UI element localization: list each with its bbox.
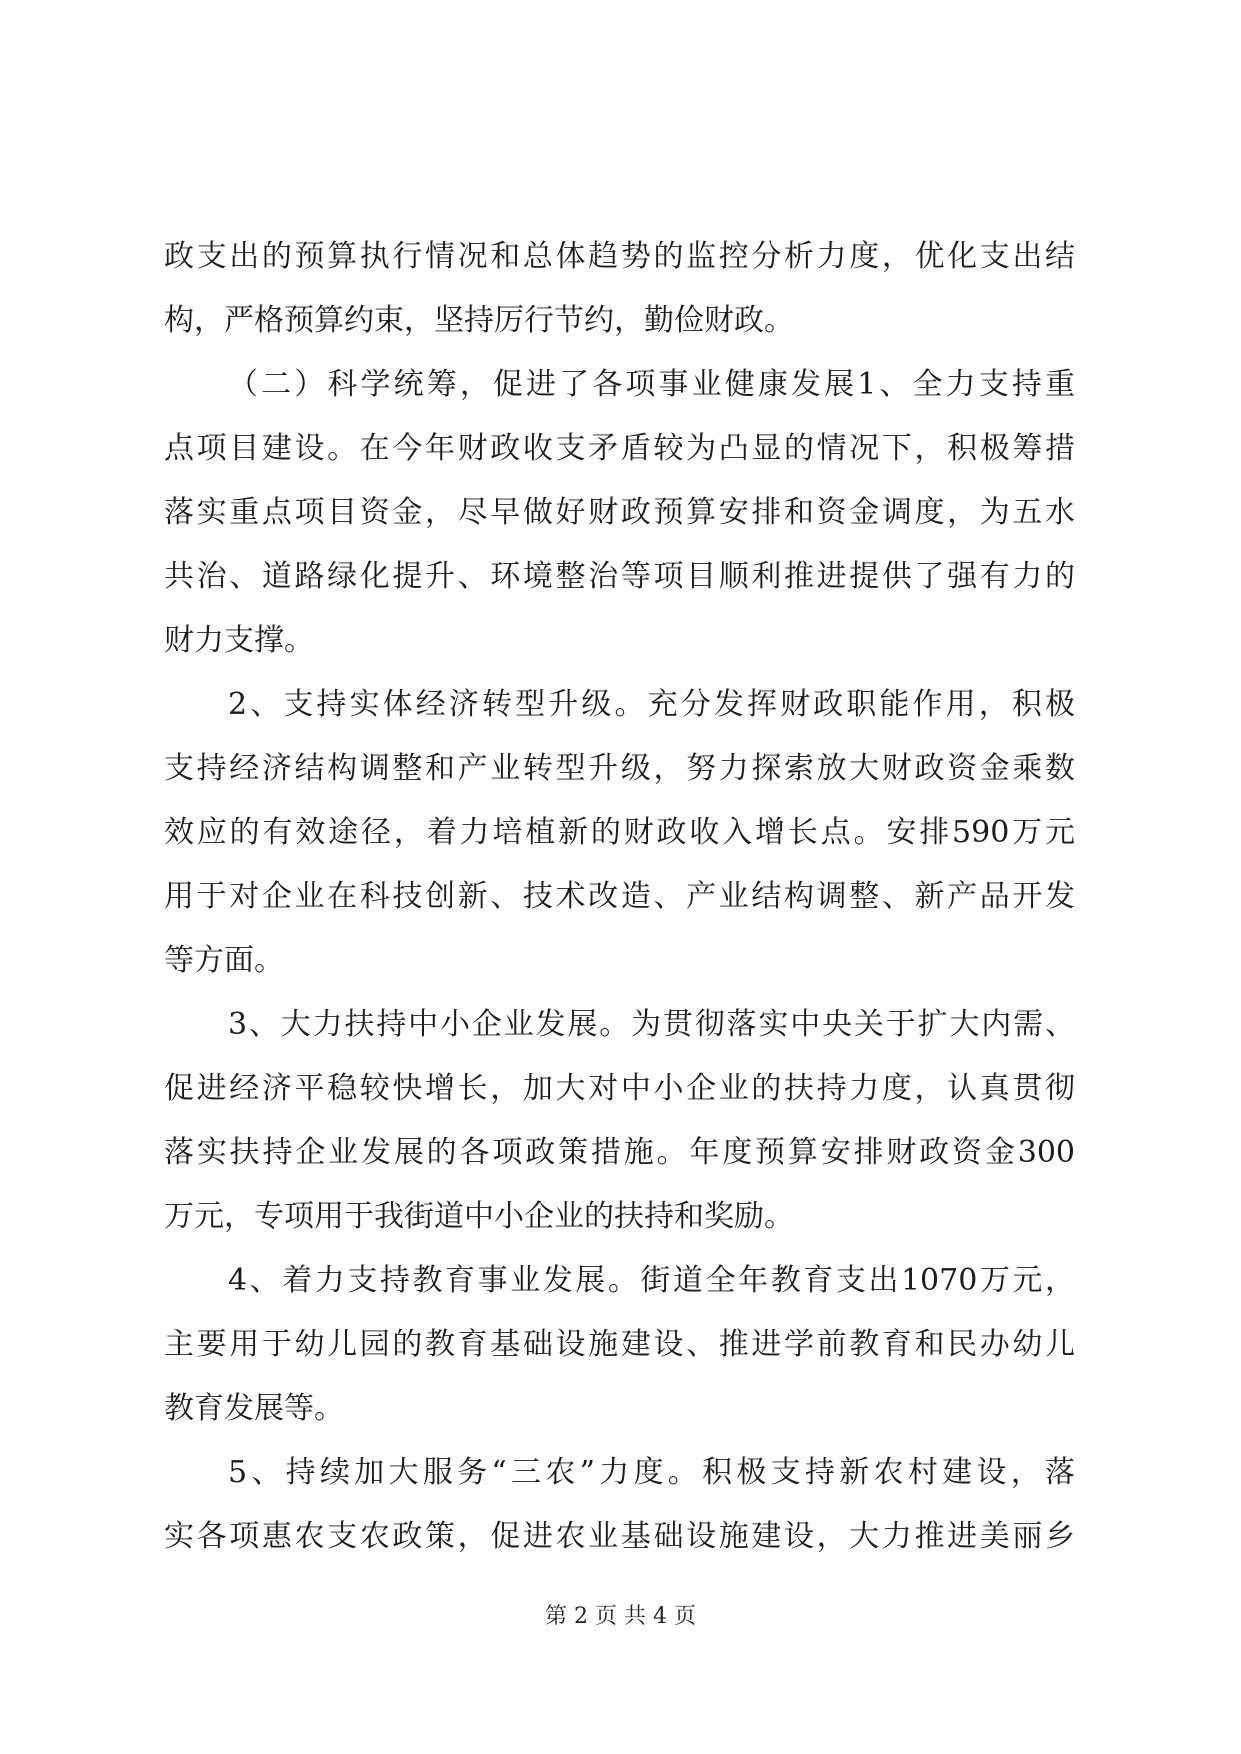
body-line: 教育发展等。: [164, 1391, 344, 1426]
body-line: 效应的有效途径，着力培植新的财政收入增长点。安排590万元: [164, 815, 1075, 850]
paragraph: [164, 225, 1075, 353]
body-line: （二）科学统筹，促进了各项事业健康发展1、全力支持重: [228, 367, 1075, 402]
paragraph: [164, 1249, 1075, 1441]
page-number-footer: 第 2 页 共 4 页: [545, 1604, 696, 1629]
body-line: 政支出的预算执行情况和总体趋势的监控分析力度，优化支出结: [164, 239, 1075, 274]
body-line: 落实重点项目资金，尽早做好财政预算安排和资金调度，为五水: [164, 495, 1075, 530]
body-line: 落实扶持企业发展的各项政策措施。年度预算安排财政资金300: [164, 1135, 1075, 1170]
body-line: 促进经济平稳较快增长，加大对中小企业的扶持力度，认真贯彻: [164, 1071, 1075, 1106]
body-line: 支持经济结构调整和产业转型升级，努力探索放大财政资金乘数: [164, 751, 1075, 786]
body-line: 5、持续加大服务“三农”力度。积极支持新农村建设，落: [228, 1455, 1075, 1490]
paragraph: [164, 993, 1075, 1249]
body-line: 等方面。: [164, 943, 284, 978]
body-line: 主要用于幼儿园的教育基础设施建设、推进学前教育和民办幼儿: [164, 1327, 1075, 1362]
body-line: 万元，专项用于我街道中小企业的扶持和奖励。: [164, 1199, 794, 1234]
document-body: [164, 225, 1075, 1569]
body-line: 用于对企业在科技创新、技术改造、产业结构调整、新产品开发: [164, 879, 1075, 914]
body-line: 财力支撑。: [164, 623, 314, 658]
body-line: 3、大力扶持中小企业发展。为贯彻落实中央关于扩大内需、: [228, 1007, 1075, 1042]
paragraph: [164, 353, 1075, 673]
body-line: 共治、道路绿化提升、环境整治等项目顺利推进提供了强有力的: [164, 559, 1075, 594]
body-line: 实各项惠农支农政策，促进农业基础设施建设，大力推进美丽乡: [164, 1519, 1075, 1554]
body-line: 4、着力支持教育事业发展。街道全年教育支出1070万元，: [228, 1263, 1075, 1298]
body-line: 2、支持实体经济转型升级。充分发挥财政职能作用，积极: [228, 687, 1075, 722]
body-line: 构，严格预算约束，坚持厉行节约，勤俭财政。: [164, 303, 794, 338]
paragraph: [164, 1441, 1075, 1569]
body-line: 点项目建设。在今年财政收支矛盾较为凸显的情况下，积极筹措: [164, 431, 1075, 466]
paragraph: [164, 673, 1075, 993]
